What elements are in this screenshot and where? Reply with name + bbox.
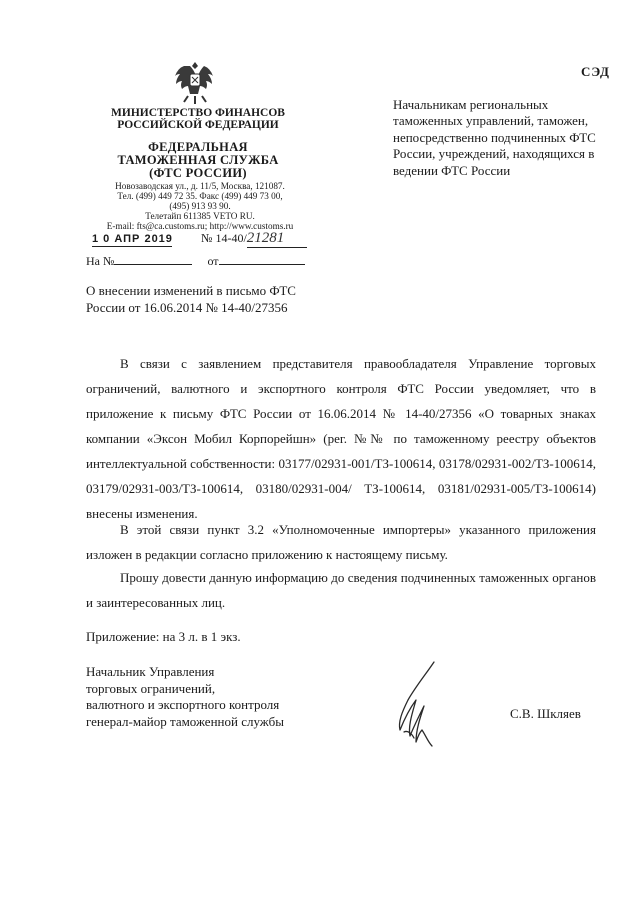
ministry-line: РОССИЙСКОЙ ФЕДЕРАЦИИ — [117, 119, 279, 132]
reference-date-label: от — [207, 254, 219, 268]
recipient-block: Начальникам региональных таможенных управлений, таможен, непосредственно подчиненных ФТС России, учреждений, находящихся в ведении ФТС России — [393, 97, 596, 178]
registration-line — [92, 230, 307, 248]
body-paragraph: В этой связи пункт 3.2 «Уполномоченные импортеры» указанного приложения изложен в редакции согласно приложению к настоящему письму. — [86, 522, 596, 562]
reference-line — [86, 254, 305, 269]
contact-line: E-mail: fts@ca.customs.ru; http://www.customs.ru — [106, 220, 294, 231]
reference-date-blank — [219, 254, 305, 265]
body-paragraph: В связи с заявлением представителя правообладателя Управление торговых ограничений, валютного и экспортного контроля ФТС России уведомляет, что в приложение к письму ФТС России от 16.06.2014 № 14-40/27356 «О товарных знаках компании «Эксон Мобил Корпорейшн» (рег. №№ по таможенному реестру объектов интеллектуальной собственности: 03177/02931-001/ТЗ-100614, 03178/02931-002/ТЗ-100614, 03179/02931-003/ТЗ-100614, 03180/02931-004/ ТЗ-100614, 03181/02931-005/ТЗ-100614) внесены изменения. — [86, 356, 596, 521]
body-paragraph: Прошу довести данную информацию до сведения подчиненных таможенных органов и заинтересованных лиц. — [86, 570, 596, 610]
attachment-note: Приложение: на 3 л. в 1 экз. — [86, 629, 241, 644]
registration-number-label: № 14-40/ — [201, 231, 247, 245]
double-headed-eagle-emblem-icon — [170, 58, 220, 106]
ministry-name — [92, 107, 304, 131]
contact-info — [92, 182, 308, 232]
service-line: (ФТС РОССИИ) — [149, 166, 247, 181]
service-line: ТАМОЖЕННАЯ СЛУЖБА — [117, 153, 279, 168]
service-name — [92, 141, 304, 180]
ministry-line: МИНИСТЕРСТВО ФИНАНСОВ — [111, 107, 285, 119]
signer-name: С.В. Шкляев — [510, 706, 581, 721]
contact-line: Новозаводская ул., д. 11/5, Москва, 121087. — [115, 181, 285, 191]
service-line: ФЕДЕРАЛЬНАЯ — [148, 140, 248, 154]
handwritten-signature-icon — [386, 660, 446, 750]
signer-title — [86, 664, 326, 731]
reference-number-label: На № — [86, 254, 115, 268]
registration-number-handwritten: 21281 — [247, 230, 307, 248]
signer-title-line: валютного и экспортного контроля — [86, 697, 280, 713]
letter-subject: О внесении изменений в письмо ФТС России от 16.06.2014 № 14-40/27356 — [86, 283, 296, 315]
sed-stamp: СЭД — [580, 64, 610, 79]
contact-line: Телетайп 611385 VETO RU. — [145, 210, 255, 221]
signer-title-line: торговых ограничений, — [86, 680, 216, 696]
contact-line: (495) 913 93 90. — [169, 200, 231, 211]
signer-title-line: генерал-майор таможенной службы — [86, 713, 284, 729]
contact-line: Тел. (499) 449 72 35. Факс (499) 449 73 00, — [117, 190, 283, 201]
registration-date: 1 0 АПР 2019 — [92, 233, 173, 245]
reference-number-blank — [114, 254, 192, 265]
signer-title-line: Начальник Управления — [86, 664, 215, 679]
